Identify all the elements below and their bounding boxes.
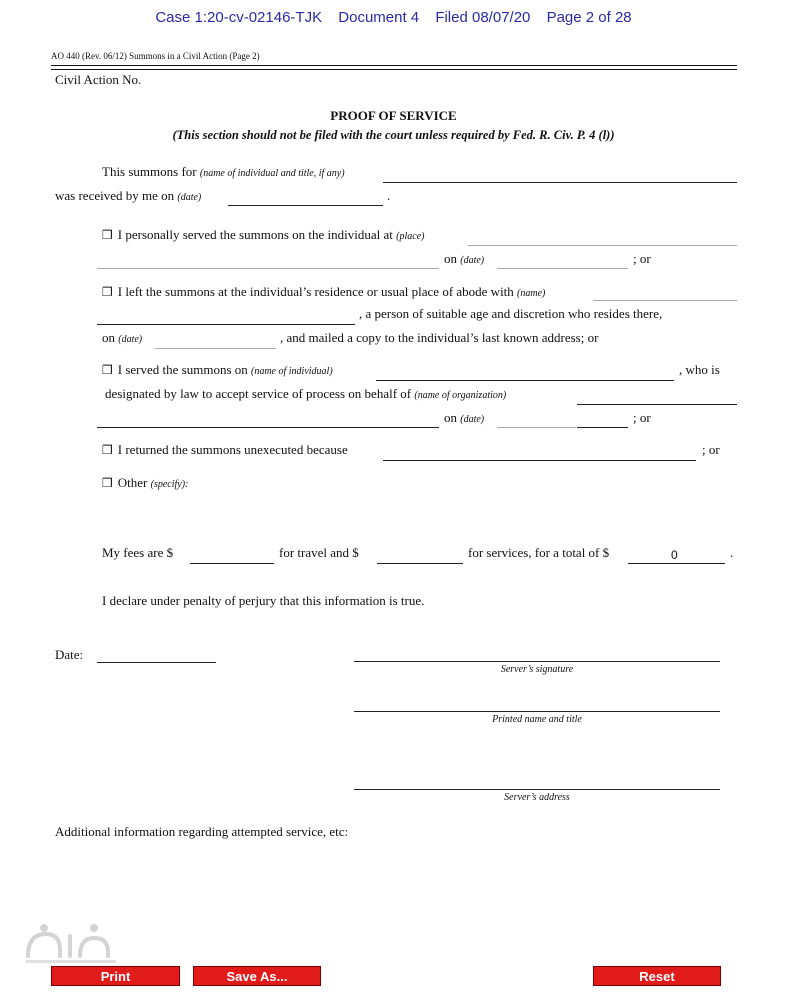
server-signature-field[interactable] (354, 661, 720, 662)
date-field[interactable] (97, 662, 216, 663)
option-other[interactable]: ❒ Other (specify): (102, 475, 189, 490)
organization-field[interactable] (577, 404, 737, 405)
checkbox-icon[interactable]: ❒ (102, 285, 113, 299)
option-residence[interactable]: ❒ I left the summons at the individual’s residence or usual place of abode with (name) (102, 284, 546, 299)
checkbox-icon[interactable]: ❒ (102, 228, 113, 242)
residence-on-text: on (date) (102, 330, 143, 345)
services-fee-field[interactable] (377, 563, 463, 564)
option-designated[interactable]: ❒ I served the summons on (name of individual) (102, 362, 333, 377)
suitable-age-text: , a person of suitable age and discretion who resides there, (359, 306, 663, 321)
filed-date: Filed 08/07/20 (435, 9, 531, 26)
summons-for-field[interactable] (383, 182, 737, 183)
option-returned[interactable]: ❒ I returned the summons unexecuted because (102, 442, 348, 457)
summons-for-text: This summons for (name of individual and title, if any) (102, 164, 345, 179)
residence-name-field[interactable] (593, 300, 737, 301)
received-by-text: was received by me on (date) (55, 188, 202, 203)
server-signature-caption: Server’s signature (500, 664, 574, 675)
checkbox-icon[interactable]: ❒ (102, 443, 113, 457)
additional-info-label: Additional information regarding attempted service, etc: (55, 824, 349, 839)
designated-name-field[interactable] (376, 380, 674, 381)
date-label: Date: (55, 647, 84, 662)
page-title: PROOF OF SERVICE (330, 108, 457, 123)
or-text: ; or (633, 251, 651, 266)
my-fees-label: My fees are $ (102, 545, 174, 560)
form-id: AO 440 (Rev. 06/12) Summons in a Civil Action (Page 2) (51, 51, 260, 61)
page-subtitle: (This section should not be filed with the court unless required by Fed. R. Civ. P. 4 (l)) (172, 128, 615, 142)
checkbox-icon[interactable]: ❒ (102, 363, 113, 377)
designated-date-field[interactable] (497, 427, 576, 428)
page-number: Page 2 of 28 (546, 9, 632, 26)
travel-fee-field[interactable] (190, 563, 274, 564)
printed-name-field[interactable] (354, 711, 720, 712)
or-text: ; or (702, 442, 720, 457)
received-date-field[interactable] (228, 205, 383, 206)
document-number: Document 4 (338, 9, 420, 26)
divider (51, 69, 737, 70)
residence-name-field-continued[interactable] (97, 324, 355, 325)
personal-date-field[interactable] (497, 268, 628, 269)
server-address-field[interactable] (354, 789, 720, 790)
designated-by-law-text: designated by law to accept service of process on behalf of (name of organization) (105, 386, 507, 401)
option-personal[interactable]: ❒ I personally served the summons on the individual at (place) (102, 227, 425, 242)
checkbox-icon[interactable]: ❒ (102, 476, 113, 490)
residence-date-field[interactable] (155, 348, 276, 349)
organization-field-continued[interactable] (97, 427, 439, 428)
save-as-button[interactable]: Save As... (193, 966, 321, 986)
for-travel-label: for travel and $ (279, 545, 359, 560)
who-is-text: , who is (679, 362, 720, 377)
declaration-text: I declare under penalty of perjury that this information is true. (102, 593, 425, 608)
returned-reason-field[interactable] (383, 460, 696, 461)
or-text: ; or (633, 410, 651, 425)
watermark-logo-icon (22, 922, 122, 966)
divider (51, 65, 737, 66)
designated-date-field-end[interactable] (577, 427, 628, 428)
designated-on-text: on (date) (444, 410, 485, 425)
civil-action-label: Civil Action No. (55, 72, 142, 87)
place-field[interactable] (468, 245, 737, 246)
mailed-text: , and mailed a copy to the individual’s last known address; or (280, 330, 599, 345)
reset-button[interactable]: Reset (593, 966, 721, 986)
case-header (0, 9, 787, 26)
server-address-caption: Server’s address (504, 792, 570, 803)
printed-name-caption: Printed name and title (492, 714, 582, 725)
period: . (387, 188, 391, 203)
total-fee-field[interactable] (628, 563, 725, 564)
case-number: Case 1:20-cv-02146-TJK (155, 9, 323, 26)
on-date-text: on (date) (444, 251, 485, 266)
for-services-label: for services, for a total of $ (468, 545, 610, 560)
print-button[interactable]: Print (51, 966, 180, 986)
total-fee-value: 0 (671, 548, 678, 562)
place-field-continued[interactable] (97, 268, 439, 269)
period: . (730, 545, 734, 560)
